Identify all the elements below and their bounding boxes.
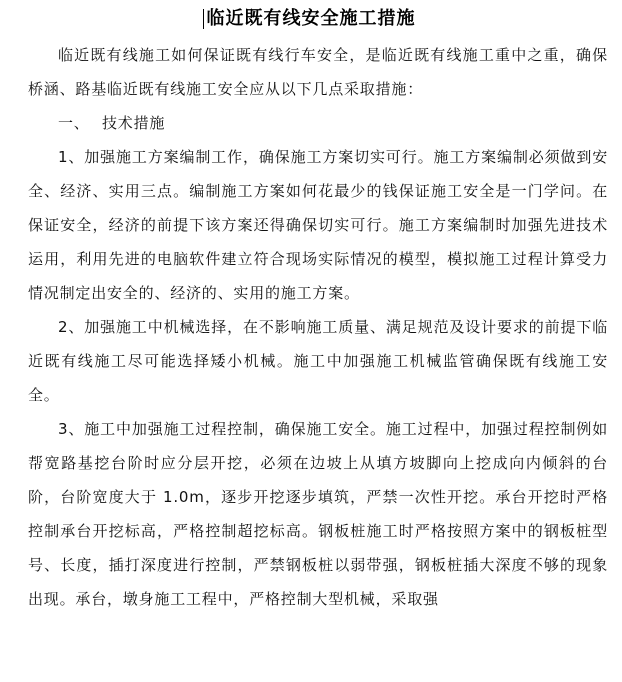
document-title bbox=[207, 6, 416, 32]
intro-paragraph: 临近既有线施工如何保证既有线行车安全，是临近既有线施工重中之重，确保桥涵、路基临近既有线施工安全应从以下几点采取措施： bbox=[28, 46, 608, 98]
document-body bbox=[28, 38, 608, 616]
section-heading-technical bbox=[28, 106, 608, 140]
section-label: 技术措施 bbox=[102, 114, 166, 132]
item-paragraph-2: 2、加强施工中机械选择，在不影响施工质量、满足规范及设计要求的前提下临近既有线施工尽可能选择矮小机械。施工中加强施工机械监管确保既有线施工安全。 bbox=[28, 318, 608, 404]
item-paragraph-1: 1、加强施工方案编制工作，确保施工方案切实可行。施工方案编制必须做到安全、经济、实用三点。编制施工方案如何花最少的钱保证施工安全是一门学问。在保证安全，经济的前提下该方案还得确保切实可行。施工方案编制时加强先进技术运用，利用先进的电脑软件建立符合现场实际情况的模型，模拟施工过程计算受力情况制定出安全的、经济的、实用的施工方案。 bbox=[28, 148, 608, 302]
text-cursor bbox=[203, 9, 204, 29]
title-container bbox=[0, 6, 622, 34]
document-title-text: 临近既有线安全施工措施 bbox=[206, 8, 416, 29]
item-paragraph-3: 3、施工中加强施工过程控制，确保施工安全。施工过程中，加强过程控制例如帮宽路基挖台阶时应分层开挖，必须在边坡上从填方坡脚向上挖成向内倾斜的台阶，台阶宽度大于 1.0m，逐步开挖逐步填筑，严禁一次性开挖。承台开挖时严格控制承台开挖标高，严格控制超挖标高。钢板桩施工时严格按照方案中的钢板桩型号、长度，插打深度进行控制，严禁钢板桩以弱带强，钢板桩插大深度不够的现象出现。承台，墩身施工工程中，严格控制大型机械，采取强 bbox=[28, 420, 608, 608]
section-number: 一、 bbox=[58, 114, 90, 132]
